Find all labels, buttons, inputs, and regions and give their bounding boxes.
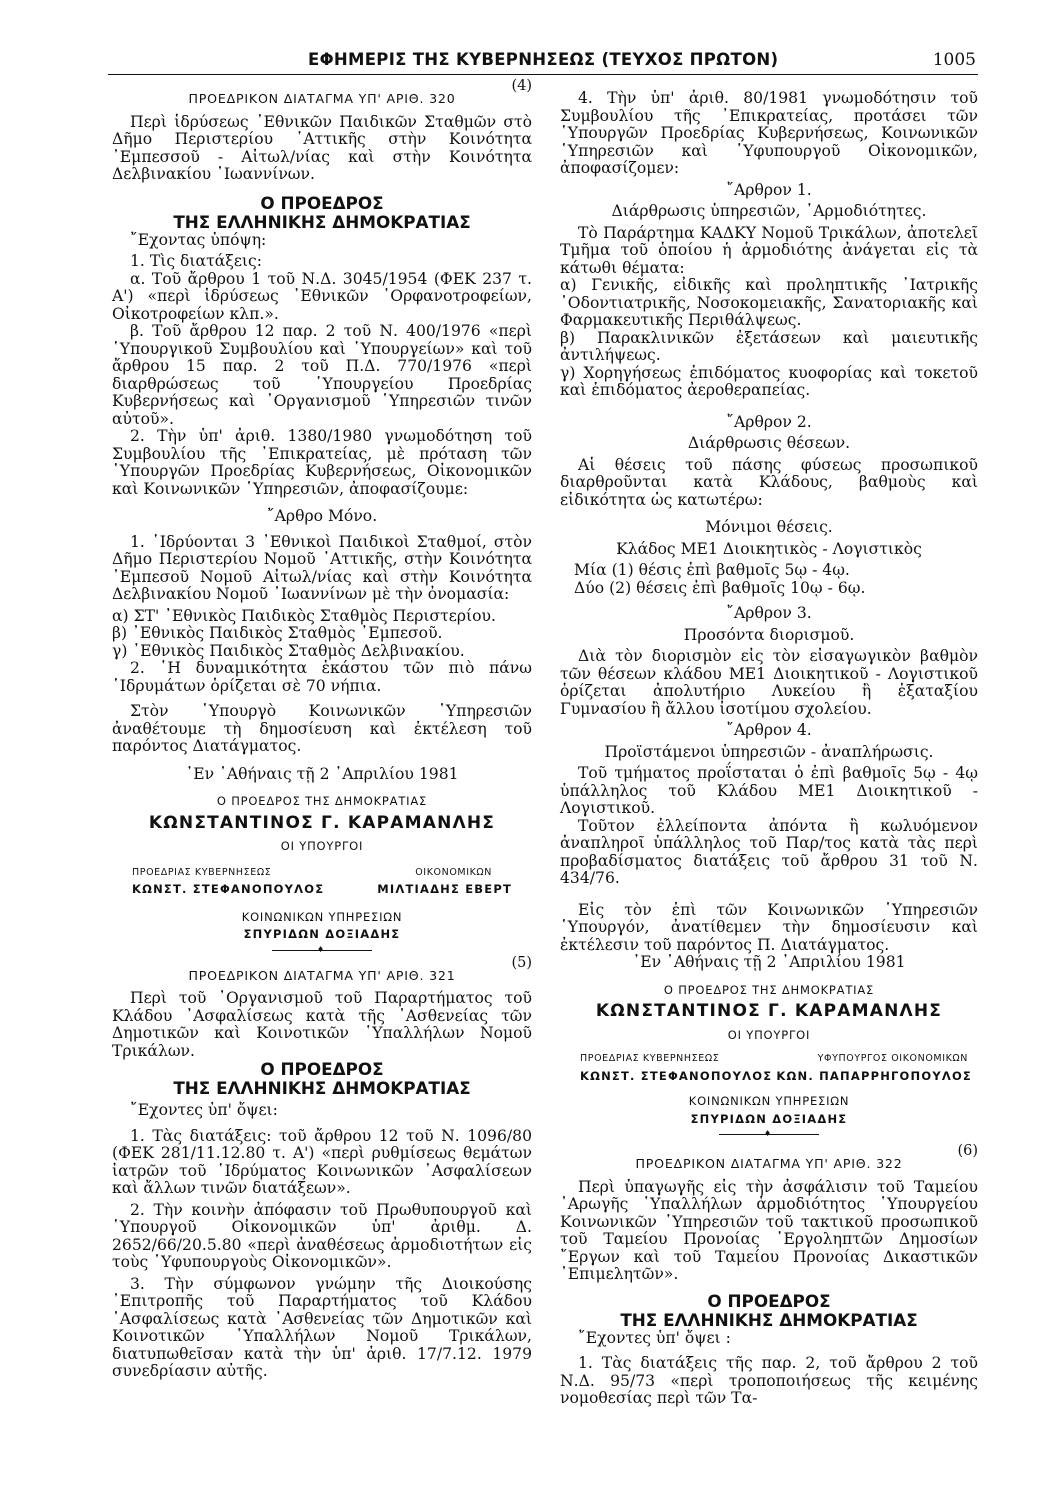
minister-names: ΚΩΝΣΤ. ΣΤΕΦΑΝΟΠΟΥΛΟΣ ΚΩΝ. ΠΑΠΑΡΡΗΓΟΠΟΥΛΟΣ: [580, 1068, 972, 1083]
paragraph: 1. Τὰς διατάξεις: τοῦ ἄρθρου 12 τοῦ Ν. 1096/80 (ΦΕΚ 281/11.12.80 τ. Α') «περὶ ρυθμίσεως θεμάτων ἰατρῶν τοῦ ῾Ιδρύματος Κοινωνικῶν ᾿Ασφαλίσεων καὶ ἄλλων τινῶν διατάξεων».: [112, 1126, 532, 1197]
decree-322-number: (6): [957, 1143, 978, 1159]
article-title: Διάρθρωσις θέσεων.: [687, 434, 851, 452]
signature-date: ᾿Εν ᾿Αθήναις τῇ 2 ᾿Απριλίου 1981: [632, 953, 906, 971]
article-heading: ῎Αρθρον 3.: [726, 604, 812, 622]
paragraph: α. Τοῦ ἄρθρου 1 τοῦ Ν.Δ. 3045/1954 (ΦΕΚ 237 τ. Α') «περὶ ἱδρύσεως ᾿Εθνικῶν ᾿Ορφανοτροφείων, Οἰκοτροφείων κλπ.».: [112, 269, 532, 323]
minister-role: ΚΟΙΝΩΝΙΚΩΝ ΥΠΗΡΕΣΙΩΝ: [241, 909, 403, 924]
president-title: Ο ΠΡΟΕΔΡΟΣ ΤΗΣ ΕΛΛΗΝΙΚΗΣ ΔΗΜΟΚΡΑΤΙΑΣ: [173, 192, 471, 232]
branch-title: Κλάδος ΜΕ1 Διοικητικὸς - Λογιστικὸς: [616, 539, 922, 558]
right-column: [560, 90, 978, 1408]
paragraph: 3. Τὴν σύμφωνον γνώμην τῆς Διοικούσης ᾿Επιτροπῆς τοῦ Παραρτήματος τοῦ Κλάδου ᾿Ασφαλίσεως κατὰ ᾿Ασθενείας τῶν Δημοτικῶν καὶ Κοινοτικῶν ῾Υπαλλήλων Νομοῦ Τρικάλων, διατυπωθεῖσαν κατὰ τὴν ὑπ' ἀριθ. 17/7.12. 1979 συνεδρίασιν αὐτῆς.: [112, 1274, 532, 1380]
ministers-label: ΟΙ ΥΠΟΥΡΓΟΙ: [727, 1027, 811, 1042]
page-header: [108, 48, 978, 76]
paragraph: 2. Τὴν ὑπ' ἀριθ. 1380/1980 γνωμοδότηση τοῦ Συμβουλίου τῆς ᾿Επικρατείας, μὲ πρόταση τῶν ῾Υπουργῶν Προεδρίας Κυβερνήσεως, Οἰκονομικῶν καὶ Κοινωνικῶν ῾Υπηρεσιῶν, ἀποφασίζουμε:: [112, 427, 532, 498]
list-item: α) Γενικῆς, εἰδικῆς καὶ προληπτικῆς ᾿Ιατρικῆς ᾿Οδοντιατρικῆς, Νοσοκομειακῆς, Σανατοριακῆς καὶ Φαρμακευτικῆς Περιθάλψεως.: [560, 276, 978, 329]
paragraph: 1. ῾Ιδρύονται 3 ᾿Εθνικοὶ Παιδικοὶ Σταθμοί, στὸν Δῆμο Περιστερίου Νομοῦ ᾿Αττικῆς, στὴν Κοινότητα ᾿Εμπεσοῦ Νομοῦ Αἰτωλ/νίας καὶ στὴν Κοινότητα Δελβινακίου Νομοῦ ᾿Ιωαννίνων μὲ τὴν ὀνομασία:: [112, 532, 532, 603]
list-item: β) Παρακλινικῶν ἐξετάσεων καὶ μαιευτικῆς ἀντιλήψεως.: [560, 328, 978, 364]
paragraph: 2. ῾Η δυναμικότητα ἑκάστου τῶν πιὸ πάνω ῾Ιδρυμάτων ὁρίζεται σὲ 70 νήπια.: [112, 659, 532, 695]
having-regard: ῎Εχοντας ὑπόψη:: [130, 230, 267, 249]
ministers-label: ΟΙ ΥΠΟΥΡΓΟΙ: [280, 839, 364, 853]
decree-320-number: (4): [511, 78, 532, 94]
article-heading: ῎Αρθρον 1.: [726, 180, 812, 199]
article-heading: ῎Αρθρο Μόνο.: [266, 507, 378, 525]
section-separator: ♦: [272, 950, 372, 951]
minister-names: ΚΩΝΣΤ. ΣΤΕΦΑΝΟΠΟΥΛΟΣ ΜΙΛΤΙΑΔΗΣ ΕΒΕΡΤ: [132, 882, 512, 896]
header-rule: [108, 74, 978, 75]
having-regard: ῎Εχοντες ὑπ' ὄψει:: [130, 1101, 278, 1119]
left-column: [112, 78, 532, 1381]
decree-320-heading: (4) ΠΡΟΕΔΡΙΚΟΝ ΔΙΑΤΑΓΜΑ ΥΠ' ΑΡΙΘ. 320: [188, 78, 532, 106]
list-item: Μία (1) θέσις ἐπὶ βαθμοῖς 5ῳ - 4ῳ.: [574, 561, 850, 579]
paragraph: 2. Τὴν κοινὴν ἀπόφασιν τοῦ Πρωθυπουργοῦ καὶ ῾Υπουργοῦ Οἰκονομικῶν ὑπ' ἀριθμ. Δ. 2652/66/20.5.80 «περὶ ἀναθέσεως ἁρμοδιοτήτων εἰς τοὺς ῾Υφυπουργοὺς Οἰκονομικῶν».: [112, 1200, 532, 1271]
paragraph: 1. Τὰς διατάξεις τῆς παρ. 2, τοῦ ἄρθρου 2 τοῦ Ν.Δ. 95/73 «περὶ τροποποιήσεως τῆς κειμένης νομοθεσίας περὶ τῶν Τα-: [560, 1354, 978, 1407]
president-name: ΚΩΝΣΤΑΝΤΙΝΟΣ Γ. ΚΑΡΑΜΑΝΛΗΣ: [595, 1001, 943, 1021]
article-title: Διάρθρωσις ὑπηρεσιῶν, ῾Αρμοδιότητες.: [611, 202, 927, 220]
article-heading: ῎Αρθρον 4.: [726, 721, 812, 739]
decree-321-heading: (5) ΠΡΟΕΔΡΙΚΟΝ ΔΙΑΤΑΓΜΑ ΥΠ' ΑΡΙΘ. 321: [188, 954, 532, 983]
paragraph: Τοῦ τμήματος προΐσταται ὁ ἐπὶ βαθμοῖς 5ῳ - 4ῳ ὑπάλληλος τοῦ Κλάδου ΜΕ1 Διοικητικοῦ - Λογιστικοῦ.: [560, 764, 978, 817]
permanent-posts: Μόνιμοι θέσεις.: [705, 518, 833, 536]
paragraph: Στὸν ῾Υπουργὸ Κοινωνικῶν ῾Υπηρεσιῶν ἀναθέτουμε τὴ δημοσίευση καὶ ἐκτέλεση τοῦ παρόντος Διατάγματος.: [112, 702, 532, 755]
signature-title: Ο ΠΡΟΕΔΡΟΣ ΤΗΣ ΔΗΜΟΚΡΑΤΙΑΣ: [216, 794, 428, 808]
minister-role: ΚΟΙΝΩΝΙΚΩΝ ΥΠΗΡΕΣΙΩΝ: [688, 1094, 850, 1108]
paragraph: Εἰς τὸν ἐπὶ τῶν Κοινωνικῶν ῾Υπηρεσιῶν ῾Υπουργόν, ἀνατίθεμεν τὴν δημοσίευσιν καὶ ἐκτέλεσιν τοῦ παρόντος Π. Διατάγματος.: [560, 900, 978, 954]
article-title: Προσόντα διορισμοῦ.: [683, 625, 855, 644]
president-name: ΚΩΝΣΤΑΝΤΙΝΟΣ Γ. ΚΑΡΑΜΑΝΛΗΣ: [148, 812, 496, 833]
decree-321-subject: Περὶ τοῦ ᾿Οργανισμοῦ τοῦ Παραρτήματος τοῦ Κλάδου ᾿Ασφαλίσεως κατὰ τῆς ᾿Ασθενείας τῶν Δημοτικῶν καὶ Κοινοτικῶν ῾Υπαλλήλων Νομοῦ Τρικάλων.: [112, 989, 532, 1060]
paragraph: 4. Τὴν ὑπ' ἀριθ. 80/1981 γνωμοδότησιν τοῦ Συμβουλίου τῆς ᾿Επικρατείας, προτάσει τῶν ῾Υπουργῶν Προεδρίας Κυβερνήσεως, Κοινωνικῶν ῾Υπηρεσιῶν καὶ ῾Υφυπουργοῦ Οἰκονομικῶν, ἀποφασίζομεν:: [560, 89, 978, 177]
president-title: Ο ΠΡΟΕΔΡΟΣ ΤΗΣ ΕΛΛΗΝΙΚΗΣ ΔΗΜΟΚΡΑΤΙΑΣ: [620, 1290, 918, 1330]
section-separator: ♦: [719, 1134, 819, 1135]
minister-roles: ΠΡΟΕΔΡΙΑΣ ΚΥΒΕΡΝΗΣΕΩΣ ΥΦΥΠΟΥΡΓΟΣ ΟΙΚΟΝΟΜΙΚΩΝ: [580, 1053, 968, 1064]
having-regard: ῎Εχοντες ὑπ' ὄψει :: [578, 1328, 731, 1347]
paragraph: Τοῦτον ἐλλείποντα ἀπόντα ἢ κωλυόμενον ἀναπληροῖ ὑπάλληλος τοῦ Παρ/τος κατὰ τὰς περὶ προβαδίσματος διατάξεις τοῦ ἄρθρου 31 τοῦ Ν. 434/76.: [560, 816, 978, 887]
minister-name: ΣΠΥΡΙΔΩΝ ΔΟΞΙΑΔΗΣ: [690, 1111, 848, 1126]
gazette-title: ΕΦΗΜΕΡΙΣ ΤΗΣ ΚΥΒΕΡΝΗΣΕΩΣ (ΤΕΥΧΟΣ ΠΡΩΤΟΝ): [308, 50, 779, 69]
list-item: α) ΣΤ' ᾿Εθνικὸς Παιδικὸς Σταθμὸς Περιστερίου.: [112, 606, 496, 625]
decree-322-heading: (6) ΠΡΟΕΔΡΙΚΟΝ ΔΙΑΤΑΓΜΑ ΥΠ' ΑΡΙΘ. 322: [635, 1143, 978, 1171]
list-item: γ) Χορηγήσεως ἐπιδόματος κυοφορίας καὶ τοκετοῦ καὶ ἐπιδόματος ἀεροθεραπείας.: [560, 363, 978, 399]
list-item: γ) ᾿Εθνικὸς Παιδικὸς Σταθμὸς Δελβινακίου.: [112, 641, 465, 660]
signature-title: Ο ΠΡΟΕΔΡΟΣ ΤΗΣ ΔΗΜΟΚΡΑΤΙΑΣ: [663, 982, 875, 997]
article-heading: ῎Αρθρον 2.: [726, 412, 812, 431]
paragraph: Αἱ θέσεις τοῦ πάσης φύσεως προσωπικοῦ διαρθροῦνται κατὰ Κλάδους, βαθμοὺς καὶ εἰδικότητα ὡς κατωτέρω:: [560, 455, 978, 509]
minister-roles: ΠΡΟΕΔΡΙΑΣ ΚΥΒΕΡΝΗΣΕΩΣ ΟΙΚΟΝΟΜΙΚΩΝ: [132, 866, 492, 878]
list-item: Δύο (2) θέσεις ἐπὶ βαθμοῖς 10ῳ - 6ῳ.: [574, 578, 866, 597]
president-title: Ο ΠΡΟΕΔΡΟΣ ΤΗΣ ΕΛΛΗΝΙΚΗΣ ΔΗΜΟΚΡΑΤΙΑΣ: [173, 1059, 471, 1098]
paragraph: Τὸ Παράρτημα ΚΑΔΚΥ Νομοῦ Τρικάλων, ἀποτελεῖ Τμῆμα τοῦ ὁποίου ἡ ἁρμοδιότης ἀνάγεται εἰς τὰ κάτωθι θέματα:: [560, 223, 978, 277]
paragraph: Διὰ τὸν διορισμὸν εἰς τὸν εἰσαγωγικὸν βαθμὸν τῶν θέσεων κλάδου ΜΕ1 Διοικητικοῦ - Λογιστικοῦ ὁρίζεται ἀπολυτήριο Λυκείου ἢ ἑξαταξίου Γυμνασίου ἢ ἄλλου ἰσοτίμου σχολείου.: [560, 647, 978, 718]
minister-name: ΣΠΥΡΙΔΩΝ ΔΟΞΙΑΔΗΣ: [243, 927, 401, 941]
decree-322-subject: Περὶ ὑπαγωγῆς εἰς τὴν ἀσφάλισιν τοῦ Ταμείου ᾿Αρωγῆς ῾Υπαλλήλων ἁρμοδιότητος ῾Υπουργείου Κοινωνικῶν ῾Υπηρεσιῶν τοῦ τακτικοῦ προσωπικοῦ τοῦ Ταμείου Προνοίας ᾿Εργοληπτῶν Δημοσίων ῎Εργων καὶ τοῦ Ταμείου Προνοίας Δικαστικῶν ᾿Επιμελητῶν».: [560, 1177, 978, 1283]
paragraph: 1. Τὶς διατάξεις:: [130, 252, 262, 270]
decree-321-number: (5): [511, 954, 532, 971]
list-item: β) ᾿Εθνικὸς Παιδικὸς Σταθμὸς ᾿Εμπεσοῦ.: [112, 624, 443, 642]
article-title: Προϊστάμενοι ὑπηρεσιῶν - ἀναπλήρωσις.: [604, 742, 934, 761]
decree-320-subject: Περὶ ἱδρύσεως ᾿Εθνικῶν Παιδικῶν Σταθμῶν στὸ Δῆμο Περιστερίου ᾿Αττικῆς στὴν Κοινότητα ᾿Εμπεσσοῦ - Αἰτωλ/νίας καὶ στὴν Κοινότητα Δελβινακίου ᾿Ιωαννίνων.: [112, 112, 532, 183]
signature-date: ᾿Εν ᾿Αθήναις τῇ 2 ᾿Απριλίου 1981: [185, 764, 459, 783]
paragraph: β. Τοῦ ἄρθρου 12 παρ. 2 τοῦ Ν. 400/1976 «περὶ ῾Υπουργικοῦ Συμβουλίου καὶ ῾Υπουργείων» καὶ τοῦ ἄρθρου 15 παρ. 2 τοῦ Π.Δ. 770/1976 «περὶ διαρθρώσεως τοῦ ῾Υπουργείου Προεδρίας Κυβερνήσεως καὶ ᾿Οργανισμοῦ ῾Υπηρεσιῶν τινῶν αὐτοῦ».: [112, 322, 532, 428]
page-number: 1005: [932, 50, 976, 70]
